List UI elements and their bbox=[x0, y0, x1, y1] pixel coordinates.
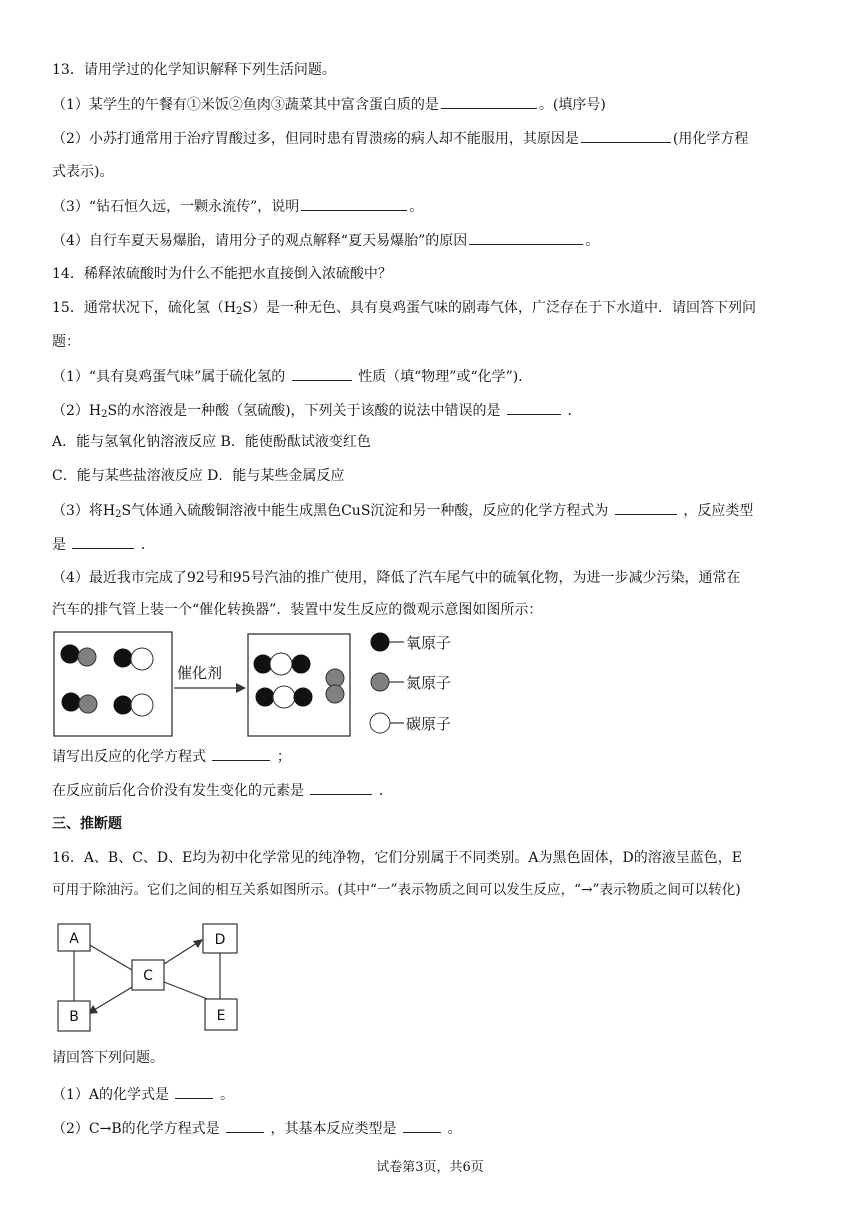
q15-part4-text: （4）最近我市完成了92号和95号汽油的推广使用，降低了汽车尾气中的硫氧化物，为进一步减少污染，通常在 bbox=[52, 570, 741, 586]
q15-part4 bbox=[52, 568, 741, 588]
q15-part2-a: （2）H bbox=[52, 403, 102, 419]
q15-part1 bbox=[52, 366, 532, 387]
q16-part1-blank[interactable] bbox=[175, 1084, 213, 1099]
node-e: E bbox=[216, 1008, 226, 1024]
relation-diagram bbox=[52, 918, 252, 1036]
q15-part3-blank2[interactable] bbox=[72, 534, 134, 549]
link-c-b bbox=[94, 986, 134, 1010]
q15-options-ab-text: A．能与氢氧化钠溶液反应 B．能使酚酞试液变红色 bbox=[52, 434, 371, 450]
q15-valence-text: 在反应前后化合价没有发生变化的元素是 bbox=[52, 783, 304, 799]
q15-equation-text: 请写出反应的化学方程式 bbox=[52, 749, 206, 765]
q13-title bbox=[52, 60, 336, 80]
node-d: D bbox=[214, 932, 226, 948]
q16-ask bbox=[52, 1048, 164, 1068]
reactant-co-molecule bbox=[61, 645, 96, 666]
q15-valence-blank[interactable] bbox=[310, 780, 372, 795]
q16-title-cont bbox=[52, 880, 741, 900]
q15-part3-mid: ，反应类型 bbox=[683, 503, 754, 519]
q13-part2-text: （2）小苏打通常用于治疗胃酸过多，但同时患有胃溃疡的病人却不能服用，其原因是 bbox=[52, 131, 579, 147]
q15-part3-end: ． bbox=[140, 537, 155, 553]
q13-part2-cont-text: 式表示)。 bbox=[52, 164, 114, 180]
q15-part2 bbox=[52, 400, 581, 421]
link-a-c bbox=[88, 944, 132, 970]
q15-part2-end: ． bbox=[567, 403, 582, 419]
product-co2-molecule bbox=[254, 653, 310, 675]
q16-title bbox=[52, 848, 742, 868]
legend-nitrogen bbox=[371, 673, 451, 692]
legend-oxygen bbox=[371, 633, 451, 652]
q15-part3 bbox=[52, 500, 753, 521]
q16-part1-end: 。 bbox=[219, 1087, 234, 1103]
q13-title-text: 13．请用学过的化学知识解释下列生活问题。 bbox=[52, 62, 336, 78]
q15-equation-end: ； bbox=[276, 749, 291, 765]
q16-ask-text: 请回答下列问题。 bbox=[52, 1050, 164, 1066]
q13-part4-text: （4）自行车夏天易爆胎，请用分子的观点解释“夏天易爆胎”的原因 bbox=[52, 233, 468, 249]
legend-carbon bbox=[370, 713, 451, 733]
q15-part1-text: （1）“具有臭鸡蛋气味”属于硫化氢的 bbox=[52, 369, 286, 385]
q15-part3-sub: 2 bbox=[115, 509, 122, 520]
reactant-molecule bbox=[114, 648, 153, 670]
q13-part2 bbox=[52, 128, 748, 149]
q15-options-ab bbox=[52, 432, 371, 452]
node-b: B bbox=[69, 1009, 79, 1025]
legend-oxygen-label: 氧原子 bbox=[406, 634, 452, 652]
q16-part2-blank2[interactable] bbox=[403, 1118, 441, 1133]
q15-equation-question bbox=[52, 746, 291, 767]
q13-part3-text: （3）“钻石恒久远，一颗永流传”，说明 bbox=[52, 199, 300, 215]
arrowhead-c-d bbox=[193, 939, 203, 948]
q16-title-cont-text: 可用于除油污。它们之间的相互关系如图所示。(其中“一”表示物质之间可以发生反应，“→”表示物质之间可以转化) bbox=[52, 882, 741, 898]
q15-part3-blank1[interactable] bbox=[615, 500, 677, 515]
link-c-e bbox=[164, 982, 210, 1000]
q16-part1-text: （1）A的化学式是 bbox=[52, 1087, 170, 1103]
q13-part4-blank[interactable] bbox=[469, 230, 583, 245]
q15-title bbox=[52, 298, 756, 318]
q13-part2-cont bbox=[52, 162, 113, 182]
reactant-molecule bbox=[62, 693, 97, 713]
q15-part4-cont bbox=[52, 600, 542, 620]
section-title-text: 三、推断题 bbox=[52, 816, 122, 832]
reaction-arrowhead bbox=[236, 683, 246, 693]
q15-part4-cont-text: 汽车的排气管上装一个“催化转换器”．装置中发生反应的微观示意图如图所示： bbox=[52, 602, 543, 618]
q13-part3 bbox=[52, 196, 423, 217]
q16-part1 bbox=[52, 1084, 234, 1105]
q15-equation-blank[interactable] bbox=[212, 746, 270, 761]
q15-options-cd-text: C．能与某些盐溶液反应 D．能与某些金属反应 bbox=[52, 468, 345, 484]
q13-part3-blank[interactable] bbox=[301, 196, 407, 211]
q15-part1-blank[interactable] bbox=[292, 366, 352, 381]
q15-part2-blank[interactable] bbox=[507, 400, 561, 415]
q15-part3-cont-text: 是 bbox=[52, 537, 66, 553]
q15-part3-cont bbox=[52, 534, 155, 555]
q16-part2 bbox=[52, 1118, 461, 1139]
q13-part4-end: 。 bbox=[585, 233, 600, 249]
q15-title-cont bbox=[52, 332, 80, 352]
q16-part2-mid: ，其基本反应类型是 bbox=[270, 1121, 397, 1137]
q15-part3-a: （3）将H bbox=[52, 503, 116, 519]
page-footer: 试卷第3页，共6页 bbox=[376, 1160, 484, 1175]
product-n2-molecule bbox=[326, 669, 344, 703]
q15-title-b: S）是一种无色、具有臭鸡蛋气味的剧毒气体，广泛存在于下水道中．请回答下列问 bbox=[242, 300, 756, 316]
q15-options-cd bbox=[52, 466, 344, 486]
q14-title-text: 14．稀释浓硫酸时为什么不能把水直接倒入浓硫酸中？ bbox=[52, 266, 392, 282]
q13-part2-end: (用化学方程 bbox=[672, 131, 749, 147]
product-co2-molecule bbox=[256, 686, 312, 708]
link-c-d bbox=[164, 943, 197, 964]
catalytic-converter-diagram bbox=[52, 630, 472, 742]
node-a: A bbox=[69, 931, 79, 947]
q13-part1 bbox=[52, 94, 606, 115]
q15-part3-b: S气体通入硫酸铜溶液中能生成黑色CuS沉淀和另一种酸，反应的化学方程式为 bbox=[121, 503, 609, 519]
q15-title-sub: 2 bbox=[236, 306, 243, 317]
section-title bbox=[52, 814, 122, 834]
legend-nitrogen-label: 氮原子 bbox=[406, 674, 452, 692]
q13-part3-end: 。 bbox=[409, 199, 424, 215]
node-c: C bbox=[143, 968, 153, 984]
q13-part1-blank[interactable] bbox=[441, 94, 537, 109]
q14-title bbox=[52, 264, 392, 284]
q15-part2-sub: 2 bbox=[101, 409, 108, 420]
q15-title-cont-text: 题： bbox=[52, 334, 80, 350]
q15-part1-end: 性质（填“物理”或“化学”)． bbox=[358, 369, 533, 385]
q15-valence-end: ． bbox=[378, 783, 393, 799]
q16-part2-blank1[interactable] bbox=[226, 1118, 264, 1133]
q16-part2-end: 。 bbox=[447, 1121, 462, 1137]
q16-title-text: 16．A、B、C、D、E均为初中化学常见的纯净物，它们分别属于不同类别。A为黑色固体，D的溶液呈蓝色，E bbox=[52, 850, 742, 866]
q13-part1-text: （1）某学生的午餐有①米饭②鱼肉③蔬菜其中富含蛋白质的是 bbox=[52, 97, 439, 113]
catalyst-label: 催化剂 bbox=[177, 664, 223, 682]
legend-carbon-label: 碳原子 bbox=[406, 715, 452, 733]
q13-part2-blank[interactable] bbox=[581, 128, 671, 143]
q15-title-a: 15．通常状况下，硫化氢（H bbox=[52, 300, 237, 316]
q15-valence-question bbox=[52, 780, 393, 801]
q16-part2-text: （2）C→B的化学方程式是 bbox=[52, 1121, 220, 1137]
q13-part4 bbox=[52, 230, 599, 251]
q15-part2-b: S的水溶液是一种酸（氢硫酸)，下列关于该酸的说法中错误的是 bbox=[107, 403, 501, 419]
reactant-molecule bbox=[114, 694, 153, 716]
q13-part1-end: 。(填序号) bbox=[538, 97, 606, 113]
